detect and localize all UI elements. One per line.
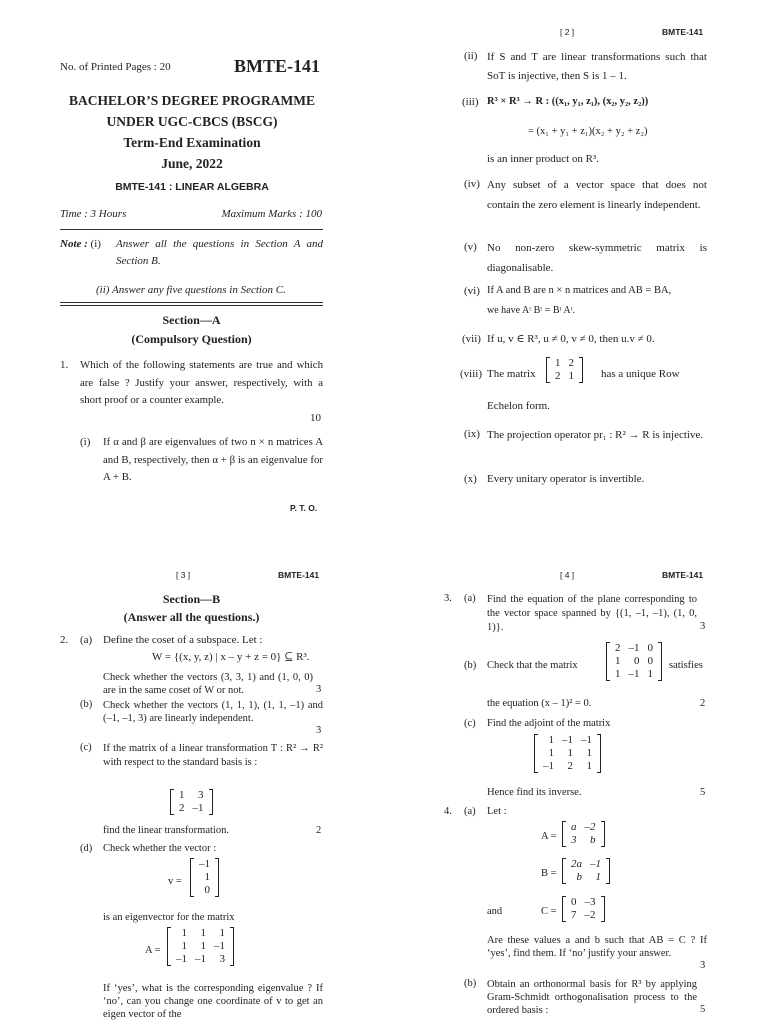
paper-code: BMTE-141 [234, 56, 321, 76]
item-ii-text: If S and T are linear transformations such that SoT is injective, then S is 1 – 1. [487, 51, 707, 82]
q4a-num: (a) [464, 806, 476, 817]
q2b-num: (b) [80, 699, 93, 710]
q2a-set: W = {(x, y, z) | x – y + z = 0} ⊆ R³. [152, 651, 310, 663]
q2-number: 2. [60, 634, 69, 646]
q3b-num: (b) [464, 660, 477, 671]
q3b-text: Check that the matrix [487, 660, 578, 671]
q2b-marks: 3 [316, 725, 322, 736]
q3c-text: Find the adjoint of the matrix [487, 718, 611, 729]
page-number: [ 4 ] [560, 570, 575, 580]
q2d-v-label: v = [168, 876, 182, 887]
item-vi-text-b: we have Aᵗ Bᵗ = Bᵗ Aᵗ. [487, 305, 576, 316]
item-iii-text-a: R³ × R³ → R : ((x₁, y₁, z₁), (x₂, y₂, z₂)) [487, 96, 649, 107]
item-vi-num: (vi) [464, 285, 480, 297]
q3c-text2: Hence find its inverse. [487, 787, 582, 798]
q2a-num: (a) [80, 634, 93, 646]
q3c-marks: 5 [700, 787, 706, 798]
printed-pages: No. of Printed Pages : 20 [60, 61, 171, 73]
q3b-text2: satisfies [669, 660, 703, 671]
item-vi-text-a: If A and B are n × n matrices and AB = BA, [487, 285, 672, 296]
divider-double-2 [60, 305, 323, 306]
q1-text: Which of the following statements are true and which are false ? Justify your answer, respectively, with a short proof or a counter example. [80, 359, 323, 406]
q2d-A-label: A = [145, 945, 161, 956]
page-2 [384, 0, 768, 512]
q4-B-matrix: 2a –1 b 1 [562, 858, 610, 884]
item-v-text: No non-zero skew-symmetric matrix is diagonalisable. [487, 242, 707, 274]
item-vii-num: (vii) [462, 333, 481, 345]
page-4 [384, 512, 768, 1024]
q4-A-matrix: a –2 3 b [562, 821, 605, 847]
item-ix-text: The projection operator pr₁ : R² → R is injective. [487, 429, 704, 441]
note-label: Note : [60, 238, 88, 250]
maximum-marks: Maximum Marks : 100 [221, 208, 322, 220]
item-iv-text: Any subset of a vector space that does not contain the zero element is linearly independent. [487, 179, 707, 211]
q3c-matrix: 1 –1 –1 1 1 1 –1 2 1 [534, 734, 601, 773]
page-1 [0, 0, 384, 512]
page-number: [ 3 ] [176, 570, 191, 580]
exam-date: June, 2022 [161, 156, 223, 171]
q2d-matrix: 1 1 1 1 1 –1 –1 –1 3 [167, 927, 234, 966]
note-ii-text: (ii) Answer any five questions in Section C. [96, 284, 286, 296]
q2d-vector: –1 1 0 [190, 858, 219, 897]
q4-number: 4. [444, 806, 452, 817]
q4-C-matrix: 0 –3 7 –2 [562, 896, 605, 922]
q2d-text2: is an eigenvector for the matrix [103, 912, 235, 923]
q2d-text: Check whether the vector : [103, 843, 217, 854]
divider-top [60, 229, 323, 230]
q4b-text: Obtain an orthonormal basis for R³ by applying Gram-Schmidt orthogonalisation process to the ordered basis : [487, 979, 697, 1016]
q4-B-label: B = [541, 868, 557, 879]
programme-line-2: UNDER UGC-CBCS (BSCG) [106, 114, 278, 129]
item-iv-num: (iv) [464, 178, 480, 190]
q2c-num: (c) [80, 742, 92, 753]
q4a-text2: Are these values a and b such that AB = C ? If ‘yes’, find them. If ‘no’ justify your answer. [487, 935, 707, 959]
exam-title: Term-End Examination [123, 135, 261, 150]
q1-marks: 10 [310, 412, 321, 424]
q4a-marks: 3 [700, 960, 706, 971]
header-code: BMTE-141 [662, 27, 704, 37]
time-allowed: Time : 3 Hours [60, 208, 127, 220]
q1-number: 1. [60, 359, 69, 371]
page-number: [ 2 ] [560, 27, 575, 37]
q3a-text: Find the equation of the plane corresponding to the vector space spanned by {(1, –1, –1), (1, 0, 1)}. [487, 594, 697, 633]
q2a-text: Define the coset of a subspace. Let : [103, 634, 263, 646]
q1-i-number: (i) [80, 436, 91, 448]
item-viii-num: (viii) [460, 368, 482, 380]
q3c-num: (c) [464, 718, 476, 729]
q4a-text: Let : [487, 806, 507, 817]
programme-line-1: BACHELOR’S DEGREE PROGRAMME [68, 93, 315, 108]
q2c-text: If the matrix of a linear transformation T : R² → R² with respect to the standard basis is : [103, 743, 323, 768]
q4b-marks: 5 [700, 1004, 706, 1015]
q4b-num: (b) [464, 978, 477, 989]
item-iii-text-c: is an inner product on R³. [487, 153, 600, 165]
item-viii-text-c: Echelon form. [487, 400, 550, 412]
q2a-marks: 3 [316, 684, 322, 695]
item-viii-matrix: 1 2 2 1 [546, 357, 583, 383]
section-a-subtitle: (Compulsory Question) [131, 332, 252, 346]
item-x-num: (x) [464, 473, 477, 485]
q3a-marks: 3 [700, 621, 706, 632]
section-b-title: Section—B [162, 592, 221, 606]
item-viii-text-b: has a unique Row [601, 368, 680, 380]
pto-label: P. T. O. [290, 503, 318, 513]
header-code: BMTE-141 [278, 570, 320, 580]
course-title: BMTE-141 : LINEAR ALGEBRA [115, 181, 269, 193]
note-i-text: Answer all the questions in Section A and Section B. [116, 238, 323, 267]
q2c-matrix: 1 3 2 –1 [170, 789, 213, 815]
q3-number: 3. [444, 593, 452, 604]
q4-C-label: C = [541, 906, 557, 917]
q3b-matrix: 2 –1 0 1 0 0 1 –1 1 [606, 642, 662, 681]
header-code: BMTE-141 [662, 570, 704, 580]
item-viii-text-a: The matrix [487, 368, 536, 380]
q2b-text: Check whether the vectors (1, 1, 1), (1, 1, –1) and (–1, –1, 3) are linearly independent. [103, 700, 323, 724]
item-ix-num: (ix) [464, 428, 480, 440]
section-a-title: Section—A [162, 313, 221, 327]
q3b-equation: the equation (x – 1)² = 0. [487, 698, 592, 709]
divider-double-1 [60, 302, 323, 303]
item-v-num: (v) [464, 241, 477, 253]
item-vii-text: If u, v ∈ R³, u ≠ 0, v ≠ 0, then u.v ≠ 0. [487, 333, 655, 345]
item-iii-num: (iii) [462, 96, 479, 108]
item-iii-text-b: = (x₁ + y₁ + z₁)(x₂ + y₂ + z₂) [528, 126, 648, 137]
page-3 [0, 512, 384, 1024]
q2c-text2: find the linear transformation. [103, 825, 229, 836]
item-x-text: Every unitary operator is invertible. [487, 473, 645, 485]
q3a-num: (a) [464, 593, 476, 604]
q3b-marks: 2 [700, 698, 706, 709]
q2c-marks: 2 [316, 825, 322, 836]
item-ii-num: (ii) [464, 50, 478, 62]
q1-i-text: If α and β are eigenvalues of two n × n matrices A and B, respectively, then α + β is an eigenvalue for A + B. [103, 436, 323, 483]
note-i-num: (i) [90, 238, 101, 250]
section-b-subtitle: (Answer all the questions.) [123, 610, 260, 624]
q2d-num: (d) [80, 843, 93, 854]
q2d-text3: If ‘yes’, what is the corresponding eigenvalue ? If ‘no’, can you change one coordinate of v to get an eigen vector of the [103, 983, 323, 1020]
q2a-text2: Check whether the vectors (3, 3, 1) and (1, 0, 0) are in the same coset of W or not. [103, 672, 313, 696]
q4-and: and [487, 906, 503, 917]
q4-A-label: A = [541, 831, 557, 842]
